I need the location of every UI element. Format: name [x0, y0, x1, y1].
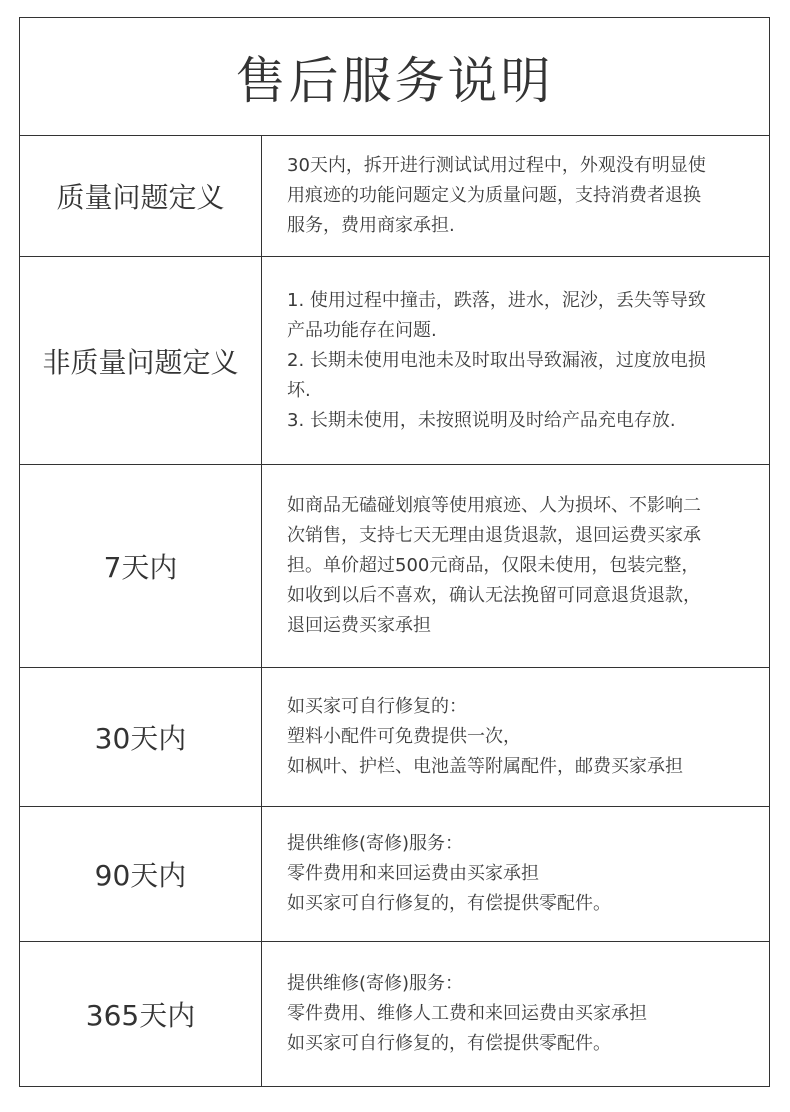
content-line: 坏.: [287, 379, 311, 401]
content-line: 1. 使用过程中撞击，跌落，进水，泥沙，丢失等导致: [287, 289, 706, 311]
row-content-cell: [263, 807, 769, 941]
content-line: 提供维修(寄修)服务：: [287, 833, 464, 854]
row-content: [287, 286, 706, 436]
row-label-cell: [20, 668, 262, 806]
row-label-cell: [20, 465, 262, 667]
row-label: 非质量问题定义: [42, 345, 239, 379]
row-content-cell: [263, 668, 769, 806]
content-line: 担。单价超过500元商品，仅限未使用，包装完整，: [287, 555, 700, 576]
content-line: 塑料小配件可免费提供一次，: [287, 726, 521, 747]
content-line: 如买家可自行修复的，有偿提供零配件。: [287, 1033, 611, 1054]
row-content-cell: [263, 465, 769, 667]
content-line: 如买家可自行修复的，有偿提供零配件。: [287, 893, 611, 914]
row-label-cell: [20, 807, 262, 941]
content-line: 如商品无磕碰划痕等使用痕迹、人为损坏、不影响二: [287, 495, 701, 516]
content-line: 提供维修(寄修)服务：: [287, 973, 464, 994]
title-cell: [20, 18, 769, 136]
content-line: 用痕迹的功能问题定义为质量问题，支持消费者退换: [287, 185, 701, 206]
row-content: [287, 491, 701, 641]
content-line: 30天内，拆开进行测试试用过程中，外观没有明显使: [287, 155, 706, 176]
content-line: 如买家可自行修复的：: [287, 696, 467, 717]
row-label: 30天内: [94, 722, 187, 755]
content-line: 3. 长期未使用，未按照说明及时给产品充电存放.: [287, 409, 676, 431]
table-row-quality-issue: [20, 136, 769, 257]
row-label-cell: [20, 942, 262, 1086]
table-row-non-quality-issue: [20, 257, 769, 465]
content-line: 零件费用、维修人工费和来回运费由买家承担: [287, 1003, 647, 1024]
row-content-cell: [263, 942, 769, 1086]
table-row-7-days: [20, 465, 769, 668]
row-content: [287, 969, 647, 1059]
row-content-cell: [263, 257, 769, 464]
page-title: 售后服务说明: [235, 51, 554, 110]
row-content: [287, 151, 706, 241]
content-line: 次销售，支持七天无理由退货退款，退回运费买家承: [287, 525, 701, 546]
row-content: [287, 692, 683, 782]
row-label-cell: [20, 257, 262, 464]
content-line: 服务，费用商家承担.: [287, 215, 455, 236]
table-row-30-days: [20, 668, 769, 807]
content-line: 2. 长期未使用电池未及时取出导致漏液，过度放电损: [287, 349, 706, 371]
row-label-cell: [20, 136, 262, 256]
table-row-90-days: [20, 807, 769, 942]
content-line: 如收到以后不喜欢，确认无法挽留可同意退货退款，: [287, 585, 701, 606]
row-label: 7天内: [103, 551, 178, 584]
row-content: [287, 829, 611, 919]
content-line: 产品功能存在问题.: [287, 319, 437, 341]
after-sales-table: [19, 17, 770, 1087]
row-label: 90天内: [94, 859, 187, 892]
content-line: 零件费用和来回运费由买家承担: [287, 863, 539, 884]
row-label: 365天内: [85, 999, 196, 1032]
table-row-365-days: [20, 942, 769, 1086]
content-line: 退回运费买家承担: [287, 615, 431, 636]
content-line: 如枫叶、护栏、电池盖等附属配件，邮费买家承担: [287, 756, 683, 777]
row-label: 质量问题定义: [56, 181, 225, 214]
row-content-cell: [263, 136, 769, 256]
